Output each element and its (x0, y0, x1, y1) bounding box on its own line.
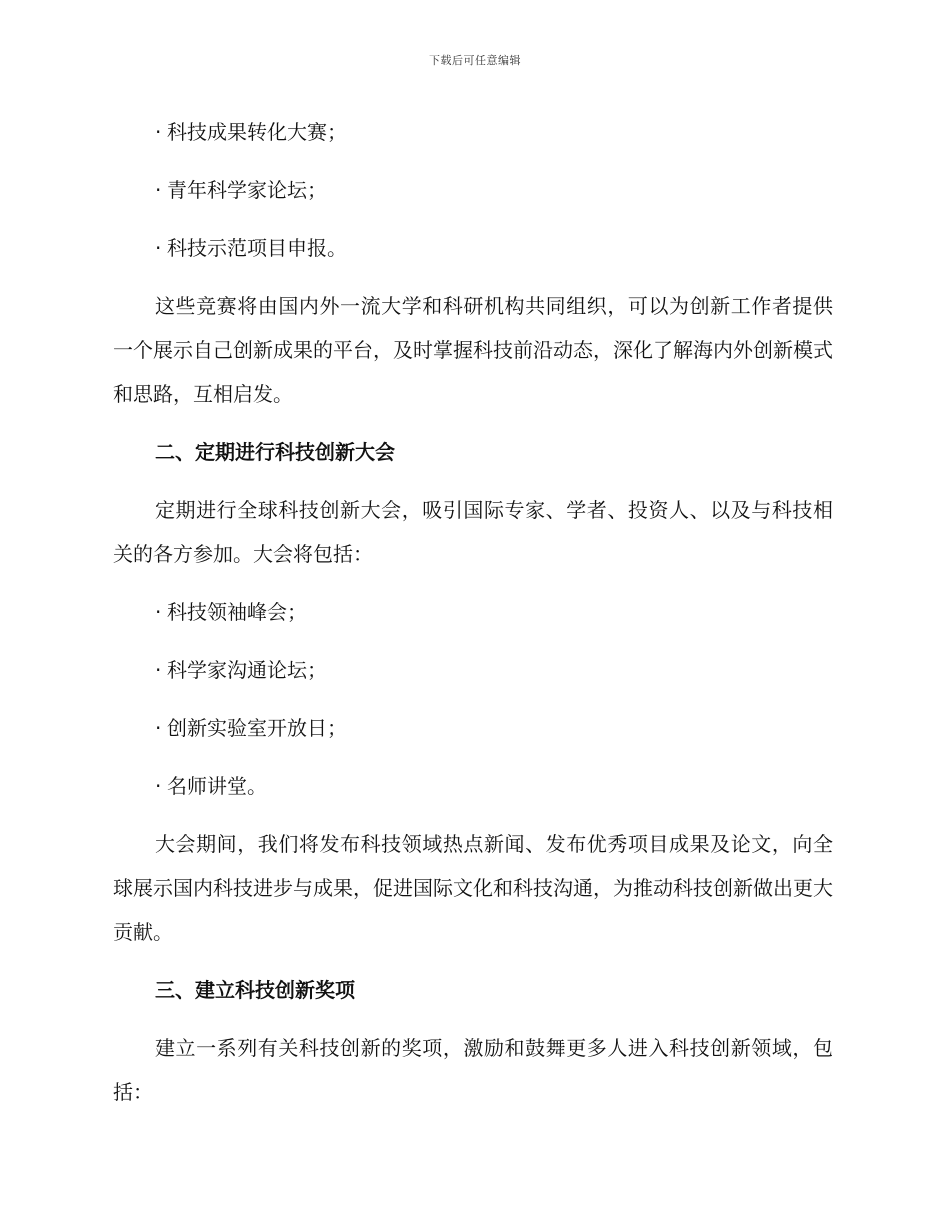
section-heading: 二、定期进行科技创新大会 (155, 440, 395, 464)
bullet-item (113, 110, 833, 154)
bullet-text: 科学家沟通论坛； (167, 658, 327, 682)
bullet-text: 科技领袖峰会； (167, 600, 307, 624)
paragraph: 建立一系列有关科技创新的奖项，激励和鼓舞更多人进入科技创新领域，包括： (113, 1036, 833, 1104)
bullet-mark: · (155, 236, 162, 260)
bullet-item (113, 706, 833, 750)
bullet-text: 名师讲堂。 (167, 774, 267, 798)
bullet-item (113, 226, 833, 270)
bullet-text: 科技示范项目申报。 (167, 236, 347, 260)
section-heading: 三、建立科技创新奖项 (155, 978, 355, 1002)
bullet-item (113, 168, 833, 212)
bullet-text: 青年科学家论坛； (167, 178, 327, 202)
bullet-mark: · (155, 774, 162, 798)
paragraph: 定期进行全球科技创新大会，吸引国际专家、学者、投资人、以及与科技相关的各方参加。大会将包括： (113, 498, 833, 566)
bullet-mark: · (155, 600, 162, 624)
bullet-item (113, 590, 833, 634)
page-header: 下载后可任意编辑 (429, 54, 521, 67)
paragraph: 这些竞赛将由国内外一流大学和科研机构共同组织，可以为创新工作者提供一个展示自己创新成果的平台，及时掌握科技前沿动态，深化了解海内外创新模式和思路，互相启发。 (113, 294, 833, 406)
bullet-item (113, 648, 833, 692)
bullet-mark: · (155, 120, 162, 144)
bullet-mark: · (155, 658, 162, 682)
bullet-text: 科技成果转化大赛； (167, 120, 347, 144)
bullet-mark: · (155, 716, 162, 740)
document-body (113, 110, 833, 1128)
bullet-item (113, 764, 833, 808)
bullet-mark: · (155, 178, 162, 202)
paragraph: 大会期间，我们将发布科技领域热点新闻、发布优秀项目成果及论文，向全球展示国内科技进步与成果，促进国际文化和科技沟通，为推动科技创新做出更大贡献。 (113, 832, 833, 944)
bullet-text: 创新实验室开放日； (167, 716, 347, 740)
